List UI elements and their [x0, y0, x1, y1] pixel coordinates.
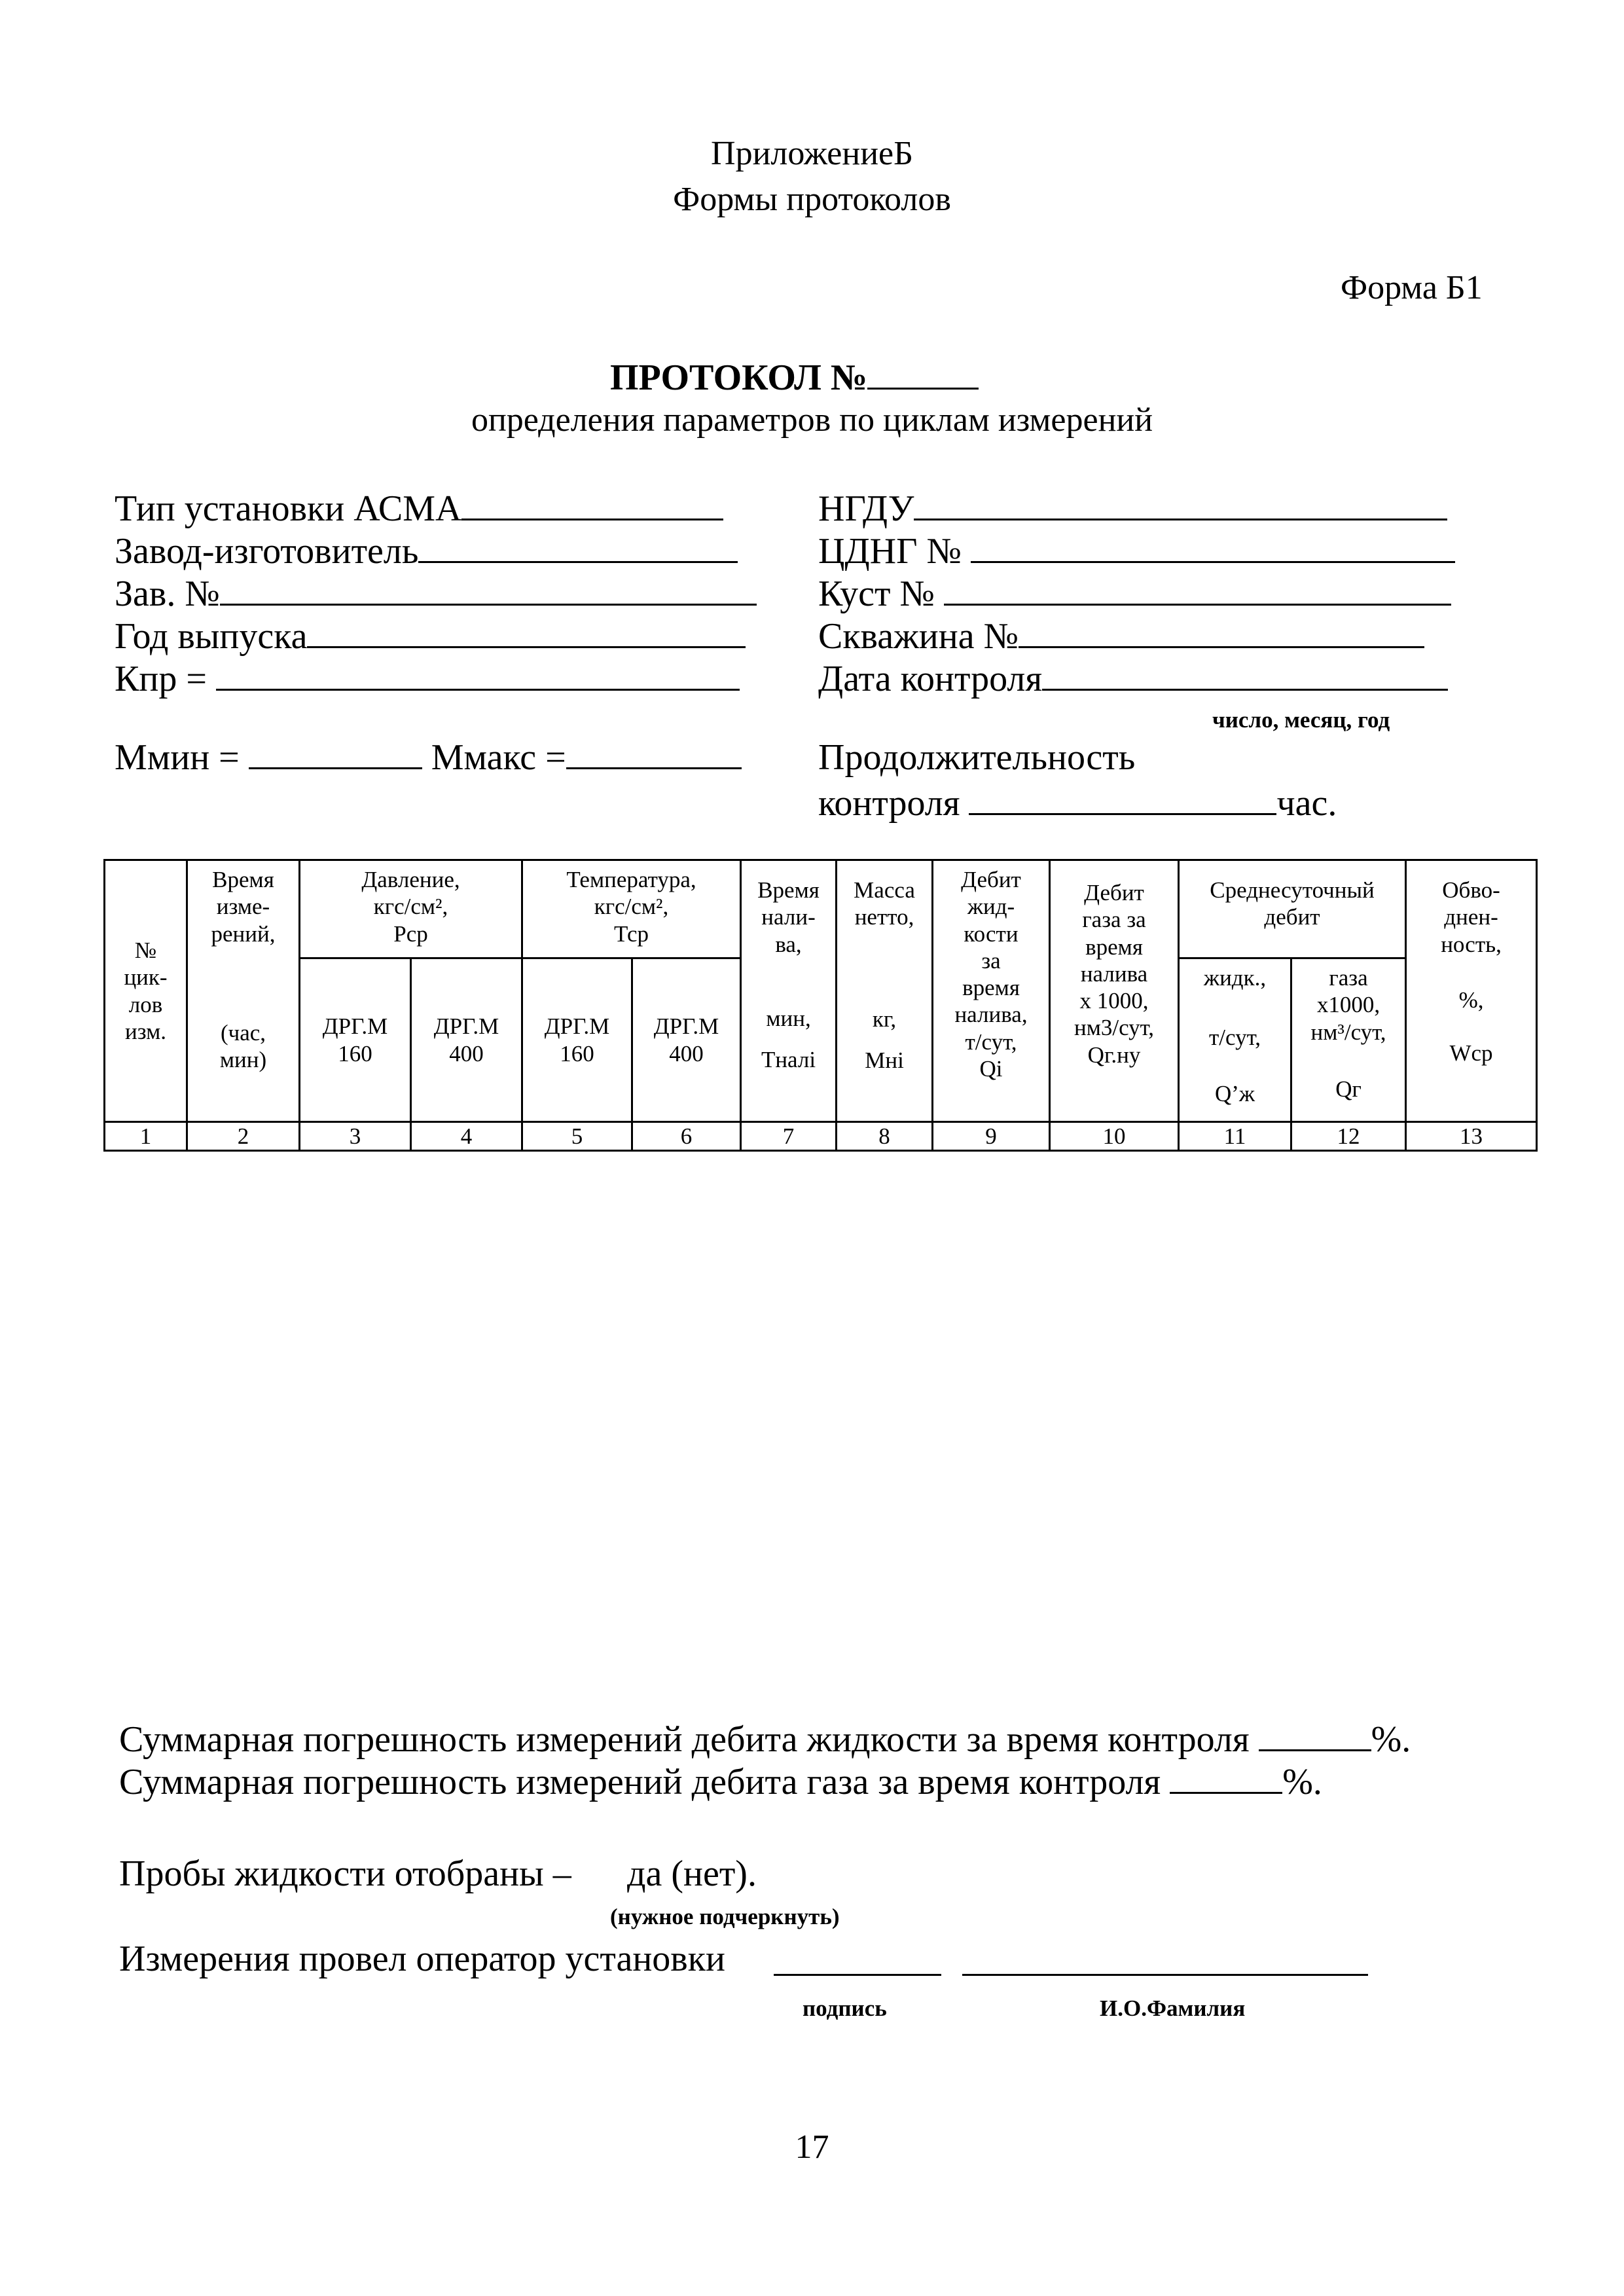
serial-field[interactable] [220, 575, 757, 606]
col-num-5: 5 [522, 1122, 632, 1151]
name-caption: И.О.Фамилия [1100, 1995, 1246, 2021]
col-num-10: 10 [1050, 1122, 1179, 1151]
serial-row: Зав. № [115, 573, 757, 615]
samples-label: Пробы жидкости отобраны – [119, 1853, 571, 1894]
liquid-error-field[interactable] [1259, 1721, 1371, 1751]
col-gas-rate: Дебит газа за время налива х 1000, нм3/сут, Qг.ну [1050, 860, 1179, 1122]
col-num-1: 1 [105, 1122, 187, 1151]
operator-label: Измерения провел оператор установки [119, 1939, 725, 1979]
form-label: Форма Б1 [1341, 269, 1483, 306]
col-daily-gas: газа х1000, нм³/сут, Qг [1291, 958, 1406, 1122]
mmax-field[interactable] [566, 738, 742, 769]
protocol-subtitle: определения параметров по циклам измерений [471, 401, 1153, 439]
samples-yes-no[interactable]: да (нет). [627, 1853, 757, 1894]
col-num-2: 2 [187, 1122, 300, 1151]
col-num-9: 9 [933, 1122, 1050, 1151]
protocol-number-field[interactable] [867, 359, 979, 390]
year-field[interactable] [307, 617, 746, 648]
kpr-field[interactable] [216, 660, 740, 691]
signature-caption: подпись [803, 1995, 887, 2021]
col-pressure-drg160: ДРГ.М 160 [300, 958, 411, 1122]
col-num-7: 7 [741, 1122, 837, 1151]
measurement-table [103, 859, 1538, 1152]
col-pressure: Давление, кгс/см², Рср [300, 860, 522, 958]
col-water-cut: Обво- днен- ность, %, Wср [1406, 860, 1537, 1122]
manufacturer-field[interactable] [418, 532, 738, 563]
year-row: Год выпуска [115, 615, 746, 657]
duration-row: контроля час. [818, 783, 1337, 824]
duration-field[interactable] [969, 784, 1276, 815]
mmin-field[interactable] [249, 738, 422, 769]
col-daily-liquid: жидк., т/сут, Q’ж [1179, 958, 1291, 1122]
cdng-row: ЦДНГ № [818, 530, 1455, 572]
duration-label: Продолжительность [818, 737, 1136, 778]
col-measure-time: Время изме- рений, (час, мин) [187, 860, 300, 1122]
manufacturer-row: Завод-изготовитель [115, 530, 738, 572]
col-num-12: 12 [1291, 1122, 1406, 1151]
ngdu-field[interactable] [914, 490, 1447, 520]
date-hint: число, месяц, год [1212, 707, 1390, 733]
install-type-field[interactable] [461, 490, 723, 520]
ngdu-row: НГДУ [818, 488, 1447, 530]
col-daily-average: Среднесуточный дебит [1179, 860, 1406, 958]
col-num-8: 8 [837, 1122, 933, 1151]
well-field[interactable] [1019, 617, 1424, 648]
underline-hint: (нужное подчеркнуть) [610, 1904, 840, 1929]
liquid-error-row: Суммарная погрешность измерений дебита жидкости за время контроля %. [119, 1719, 1411, 1760]
install-type-row: Тип установки АСМА [115, 488, 723, 530]
cdng-field[interactable] [971, 532, 1455, 563]
signature-field[interactable] [774, 1974, 941, 1976]
protocol-title: ПРОТОКОЛ № [610, 357, 979, 399]
col-num-4: 4 [411, 1122, 522, 1151]
col-net-mass: Масса нетто, кг, Мні [837, 860, 933, 1122]
col-num-3: 3 [300, 1122, 411, 1151]
name-field[interactable] [962, 1974, 1368, 1976]
kpr-row: Кпр = [115, 658, 740, 700]
gas-error-field[interactable] [1170, 1763, 1282, 1794]
page-number: 17 [795, 2128, 829, 2166]
col-num-13: 13 [1406, 1122, 1537, 1151]
bush-field[interactable] [944, 575, 1451, 606]
control-date-field[interactable] [1042, 660, 1448, 691]
bush-row: Куст № [818, 573, 1451, 615]
control-date-row: Дата контроля [818, 658, 1448, 700]
col-temp-drg400: ДРГ.М 400 [632, 958, 741, 1122]
col-num-11: 11 [1179, 1122, 1291, 1151]
appendix-title: ПриложениеБ [711, 135, 913, 172]
col-pressure-drg400: ДРГ.М 400 [411, 958, 522, 1122]
column-number-row [105, 1122, 1537, 1151]
col-fill-time: Время нали- ва, мин, Тналі [741, 860, 837, 1122]
col-num-6: 6 [632, 1122, 741, 1151]
col-cycle-number: № цик- лов изм. [105, 860, 187, 1122]
col-temperature: Температура, кгс/см², Тср [522, 860, 741, 958]
col-temp-drg160: ДРГ.М 160 [522, 958, 632, 1122]
gas-error-row: Суммарная погрешность измерений дебита газа за время контроля %. [119, 1762, 1322, 1802]
forms-title: Формы протоколов [673, 181, 951, 218]
mmin-mmax-row: Ммин = Ммакс = [115, 737, 742, 778]
col-liquid-rate: Дебит жид- кости за время налива, т/сут, Qi [933, 860, 1050, 1122]
well-row: Скважина № [818, 615, 1424, 657]
